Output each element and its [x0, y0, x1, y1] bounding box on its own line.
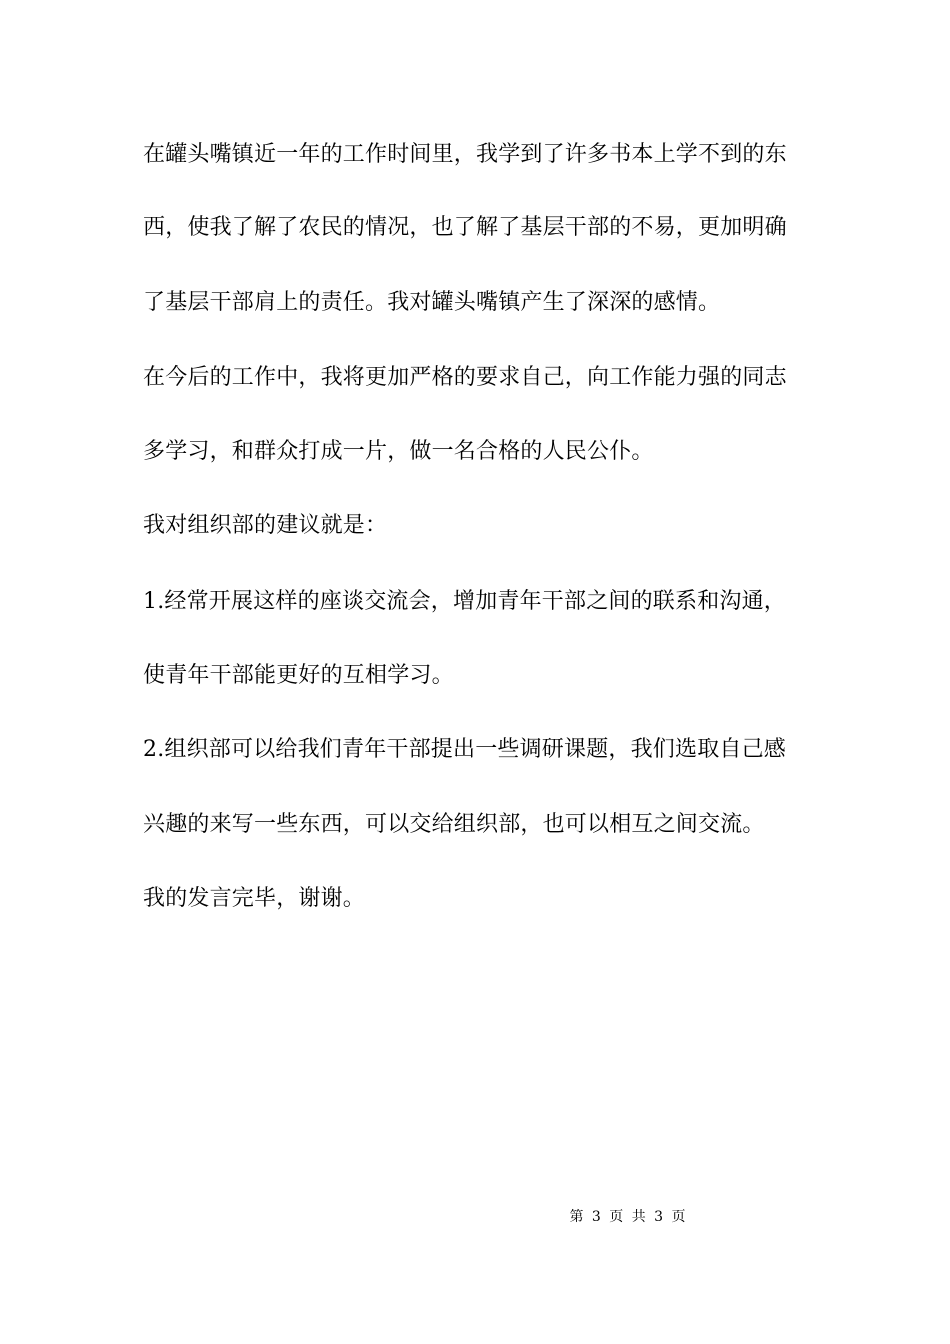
paragraph-line: 我对组织部的建议就是：	[143, 513, 388, 538]
paragraph-line: 了基层干部肩上的责任。我对罐头嘴镇产生了深深的感情。	[143, 290, 721, 315]
paragraph-line: 在罐头嘴镇近一年的工作时间里，我学到了许多书本上学不到的东	[143, 142, 787, 167]
list-item-line: 兴趣的来写一些东西，可以交给组织部，也可以相互之间交流。	[143, 812, 765, 837]
page-footer	[0, 1208, 950, 1226]
paragraph-line: 在今后的工作中，我将更加严格的要求自己，向工作能力强的同志	[143, 365, 787, 390]
list-item-line: 1.经常开展这样的座谈交流会，增加青年干部之间的联系和沟通，	[143, 589, 786, 614]
paragraph-line: 多学习，和群众打成一片，做一名合格的人民公仆。	[143, 439, 654, 464]
list-item-line: 使青年干部能更好的互相学习。	[143, 663, 454, 688]
page-number-label: 第 3 页 共 3 页	[569, 1209, 686, 1225]
paragraph-line: 西，使我了解了农民的情况，也了解了基层干部的不易，更加明确	[143, 215, 787, 240]
closing-line: 我的发言完毕，谢谢。	[143, 886, 366, 911]
list-item-line: 2.组织部可以给我们青年干部提出一些调研课题，我们选取自己感	[143, 737, 786, 762]
